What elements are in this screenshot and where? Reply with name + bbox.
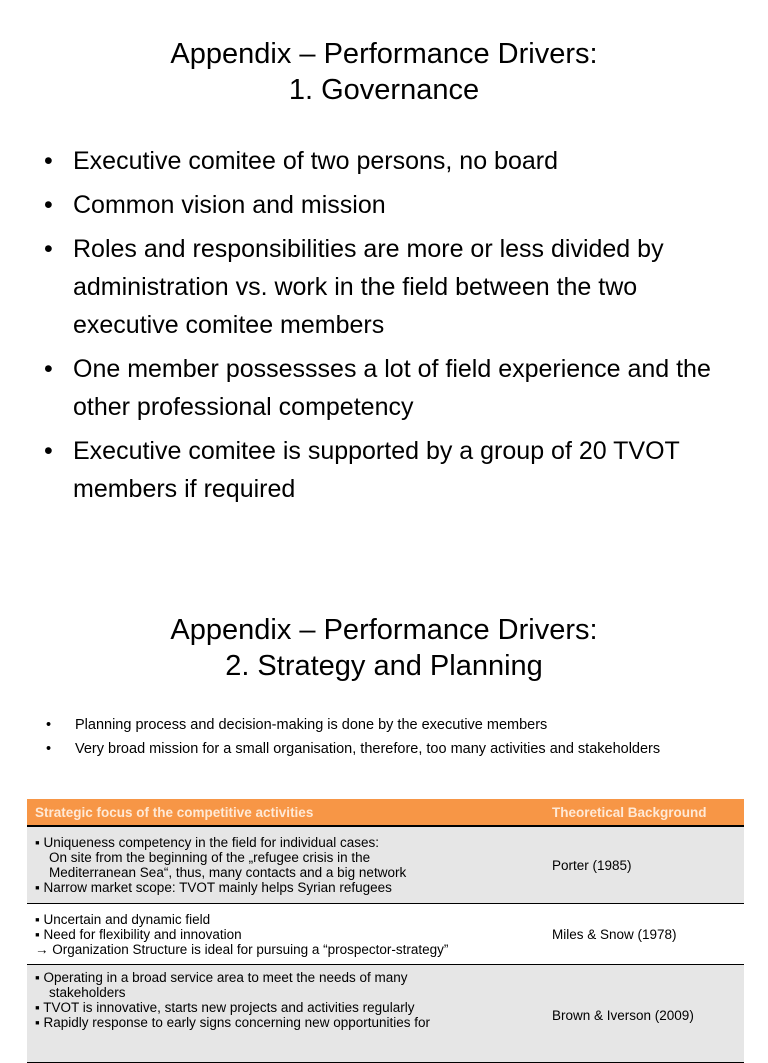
table-row xyxy=(27,904,744,965)
focus-line: Mediterranean Sea“, thus, many contacts and a big network xyxy=(49,865,407,880)
bullet-dot-icon: • xyxy=(44,437,53,465)
focus-line: ▪ TVOT is innovative, starts new projects and activities regularly xyxy=(35,1000,415,1015)
bullet-dot-icon: • xyxy=(44,355,53,383)
column-header-theoretical-background: Theoretical Background xyxy=(536,799,744,826)
title-line-1: Appendix – Performance Drivers: xyxy=(170,38,598,70)
column-header-strategic-focus: Strategic focus of the competitive activities xyxy=(27,799,536,826)
focus-line: → Organization Structure is ideal for pursuing a “prospector-strategy” xyxy=(35,941,449,957)
slide-title xyxy=(0,36,768,108)
title-line-1: Appendix – Performance Drivers: xyxy=(170,614,598,646)
table-row xyxy=(27,826,744,904)
focus-line: ▪ Operating in a broad service area to meet the needs of many xyxy=(35,970,408,985)
bullet-text: One member possessses a lot of field experience and the other professional competency xyxy=(73,355,711,421)
bullet-item xyxy=(46,714,726,736)
focus-cell xyxy=(27,904,536,965)
focus-line: ▪ Need for flexibility and innovation xyxy=(35,926,242,942)
focus-line: ▪ Uncertain and dynamic field xyxy=(35,911,211,927)
title-line-2: 1. Governance xyxy=(288,74,480,106)
bullet-text: Executive comitee of two persons, no board xyxy=(73,147,558,175)
focus-line: On site from the beginning of the „refugee crisis in the xyxy=(49,850,371,865)
bullet-dot-icon: • xyxy=(44,191,53,219)
focus-line: ▪ Uniqueness competency in the field for individual cases: xyxy=(35,835,379,850)
bullet-item xyxy=(44,142,744,180)
slide-title xyxy=(0,612,768,684)
focus-line: ▪ Rapidly response to early signs concerning new opportunities for xyxy=(35,1015,431,1030)
bullet-text: Roles and responsibilities are more or less divided by administration vs. work in the field between the two executive comitee members xyxy=(73,235,664,339)
focus-cell xyxy=(27,826,536,904)
bullet-text: Common vision and mission xyxy=(73,191,386,219)
bullet-text: Planning process and decision-making is done by the executive members xyxy=(75,717,548,733)
title-line-2: 2. Strategy and Planning xyxy=(225,650,543,682)
bullet-dot-icon: • xyxy=(44,235,53,263)
reference-cell: Miles & Snow (1978) xyxy=(536,904,744,965)
bullet-list xyxy=(46,714,726,762)
bullet-item xyxy=(44,230,744,344)
bullet-dot-icon: • xyxy=(46,717,52,733)
bullet-list xyxy=(44,142,744,514)
reference-cell: Brown & Iverson (2009) xyxy=(536,965,744,1063)
table-row xyxy=(27,965,744,1063)
focus-line: ▪ Narrow market scope: TVOT mainly helps Syrian refugees xyxy=(35,880,392,895)
table-header-row xyxy=(27,799,744,826)
bullet-item xyxy=(44,186,744,224)
bullet-item xyxy=(44,432,744,508)
focus-line: stakeholders xyxy=(49,985,126,1000)
slide-strategy-planning xyxy=(0,600,768,1030)
reference-cell: Porter (1985) xyxy=(536,826,744,904)
bullet-dot-icon: • xyxy=(46,741,52,757)
bullet-text: Very broad mission for a small organisation, therefore, too many activities and stakeholders xyxy=(75,741,661,757)
bullet-item xyxy=(44,350,744,426)
strategic-focus-table xyxy=(27,799,744,1063)
bullet-item xyxy=(46,738,726,760)
bullet-text: Executive comitee is supported by a group of 20 TVOT members if required xyxy=(73,437,680,503)
bullet-dot-icon: • xyxy=(44,147,53,175)
focus-cell xyxy=(27,965,536,1063)
